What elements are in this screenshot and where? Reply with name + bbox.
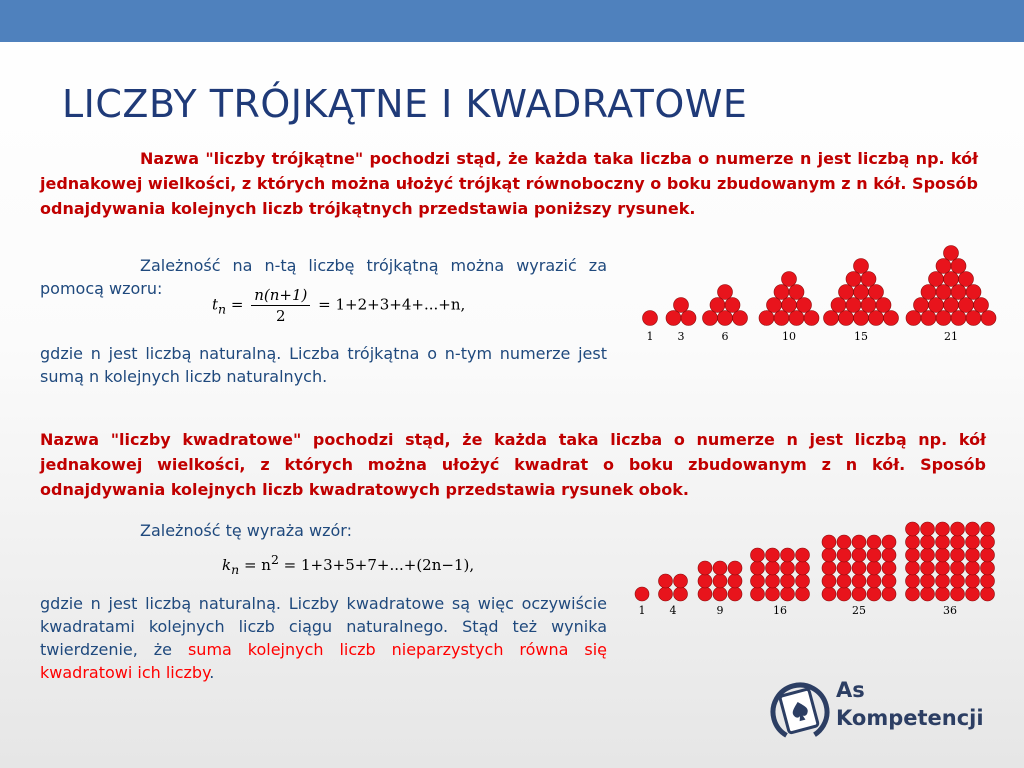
square-dot <box>781 561 795 575</box>
triangle-dot <box>767 298 782 313</box>
square-dot <box>966 574 980 588</box>
triangle-dot <box>774 285 789 300</box>
triangle-dot <box>831 298 846 313</box>
sq-formula-tail: = 1+3+5+7+...+(2n−1), <box>278 556 475 574</box>
square-dot <box>796 548 810 562</box>
triangular-intro-text: Nazwa "liczby trójkątne" pochodzi stąd, że każda taka liczba o numerze n jest liczbą np. kół jednakowej wielkości, z których można ułożyć trójkąt równoboczny o boku zbudowanym z n kół. Sposób odnajdywania kolejnych liczb trójkątnych przedstawia poniższy rysunek. <box>40 149 978 218</box>
square-label: 16 <box>773 604 787 617</box>
square-dot <box>966 522 980 536</box>
top-bar <box>0 0 1024 42</box>
square-dot <box>981 561 995 575</box>
square-dot <box>796 561 810 575</box>
triangular-label: 10 <box>782 330 796 343</box>
square-dot <box>822 548 836 562</box>
triangle-dot <box>966 311 981 326</box>
square-intro <box>40 427 986 502</box>
square-label: 1 <box>638 604 646 617</box>
square-dot <box>766 561 780 575</box>
square-dot <box>906 561 920 575</box>
formula-sub: n <box>218 301 227 317</box>
square-dot <box>713 561 727 575</box>
square-dot <box>781 587 795 601</box>
square-dot <box>906 587 920 601</box>
triangle-dot <box>944 272 959 287</box>
formula-fraction <box>251 286 310 325</box>
square-dot <box>837 587 851 601</box>
square-dot <box>906 535 920 549</box>
triangle-dot <box>951 285 966 300</box>
triangular-label: 6 <box>721 330 729 343</box>
square-explanation <box>40 592 607 684</box>
logo-emblem <box>770 678 837 742</box>
sq-formula-sub: n <box>231 562 240 577</box>
square-dot <box>867 548 881 562</box>
triangle-dot <box>733 311 748 326</box>
square-explanation-highlight: suma kolejnych liczb nieparzystych równa się kwadratowi ich liczby <box>40 640 608 682</box>
triangle-dot <box>906 311 921 326</box>
square-dot <box>659 587 673 601</box>
square-dot <box>951 561 965 575</box>
square-dot <box>867 535 881 549</box>
sq-formula-lhs: k <box>222 556 232 574</box>
square-dot <box>936 587 950 601</box>
square-dot <box>713 574 727 588</box>
triangle-dot <box>861 272 876 287</box>
square-dot <box>728 587 742 601</box>
square-dot <box>751 548 765 562</box>
square-dot <box>713 587 727 601</box>
square-dot <box>936 574 950 588</box>
triangle-dot <box>966 285 981 300</box>
square-dot <box>936 561 950 575</box>
triangular-explanation <box>40 342 607 388</box>
square-explanation-start: gdzie n jest liczbą naturalną. Liczby kwadratowe są więc oczywiście kwadratami kolejnych liczb ciągu naturalnego. Stąd też wynika twierdzenie, że <box>40 594 607 659</box>
square-dot <box>951 574 965 588</box>
square-dot <box>751 561 765 575</box>
triangle-dot <box>929 298 944 313</box>
square-dot <box>674 574 688 588</box>
sq-formula-rhs: = n <box>243 556 271 574</box>
square-dot <box>981 587 995 601</box>
square-label: 9 <box>716 604 724 617</box>
square-dot <box>966 548 980 562</box>
triangular-label: 1 <box>646 330 654 343</box>
square-dot <box>781 574 795 588</box>
square-dot <box>698 574 712 588</box>
square-dot <box>852 561 866 575</box>
square-dot <box>906 522 920 536</box>
triangle-dot <box>936 285 951 300</box>
triangle-dot <box>869 285 884 300</box>
triangle-dot <box>824 311 839 326</box>
logo-text <box>836 676 984 732</box>
square-dot <box>981 535 995 549</box>
square-dot <box>981 522 995 536</box>
square-dot <box>921 548 935 562</box>
square-dot <box>921 574 935 588</box>
triangle-dot <box>839 285 854 300</box>
triangle-dot <box>921 311 936 326</box>
square-dot <box>882 548 896 562</box>
square-dot <box>852 535 866 549</box>
triangle-dot <box>936 311 951 326</box>
square-dot <box>936 522 950 536</box>
square-dot <box>867 561 881 575</box>
triangle-dot <box>674 298 689 313</box>
triangle-dot <box>854 285 869 300</box>
triangular-intro <box>40 146 978 221</box>
triangle-dot <box>782 298 797 313</box>
triangle-dot <box>703 311 718 326</box>
formula-numerator: n(n+1) <box>251 286 310 306</box>
triangle-dot <box>929 272 944 287</box>
triangle-dot <box>876 298 891 313</box>
formula-lhs: t <box>212 295 219 314</box>
square-dot <box>837 548 851 562</box>
square-dot <box>921 535 935 549</box>
triangle-dot <box>951 311 966 326</box>
logo-line2: Kompetencji <box>836 706 984 730</box>
square-dot <box>867 587 881 601</box>
square-dot <box>852 548 866 562</box>
square-dot <box>796 574 810 588</box>
square-dot <box>951 535 965 549</box>
triangle-dot <box>921 285 936 300</box>
square-dot <box>698 561 712 575</box>
slide-title: LICZBY TRÓJKĄTNE I KWADRATOWE <box>62 82 748 126</box>
triangle-dot <box>944 246 959 261</box>
triangle-dot <box>782 272 797 287</box>
square-dot <box>966 587 980 601</box>
square-dot <box>837 535 851 549</box>
triangular-label: 3 <box>677 330 685 343</box>
triangle-dot <box>861 298 876 313</box>
square-dot <box>852 587 866 601</box>
square-explanation-text <box>40 592 607 684</box>
square-dot <box>951 548 965 562</box>
triangle-dot <box>846 272 861 287</box>
triangle-dot <box>718 285 733 300</box>
triangle-dot <box>789 311 804 326</box>
triangular-explanation-text: gdzie n jest liczbą naturalną. Liczba trójkątna o n-tym numerze jest sumą n kolejnych liczb naturalnych. <box>40 344 607 386</box>
triangle-dot <box>974 298 989 313</box>
triangle-dot <box>959 272 974 287</box>
square-dot <box>796 587 810 601</box>
formula-denominator: 2 <box>276 307 286 325</box>
square-dot <box>751 587 765 601</box>
square-dot <box>906 574 920 588</box>
triangle-dot <box>681 311 696 326</box>
square-dot <box>951 522 965 536</box>
triangle-dot <box>643 311 658 326</box>
triangle-dot <box>914 298 929 313</box>
triangle-dot <box>804 311 819 326</box>
formula-eq: = <box>230 295 244 314</box>
square-dot <box>852 574 866 588</box>
square-dot <box>822 535 836 549</box>
triangle-dot <box>959 298 974 313</box>
square-formula-lead-text: Zależność tę wyraża wzór: <box>140 521 352 540</box>
square-dot <box>698 587 712 601</box>
square-dot <box>882 561 896 575</box>
triangle-dot <box>854 311 869 326</box>
square-dot <box>981 574 995 588</box>
square-explanation-end: . <box>209 663 215 682</box>
square-formula-lead <box>40 519 607 542</box>
square-dot <box>766 574 780 588</box>
square-dot <box>921 522 935 536</box>
triangular-numbers-figure <box>636 236 1002 348</box>
square-dot <box>728 561 742 575</box>
triangle-dot <box>869 311 884 326</box>
square-dot <box>921 587 935 601</box>
square-dot <box>728 574 742 588</box>
square-label: 36 <box>943 604 957 617</box>
square-dot <box>837 574 851 588</box>
triangular-label: 21 <box>944 330 958 343</box>
triangle-dot <box>710 298 725 313</box>
triangle-dot <box>944 298 959 313</box>
square-dot <box>951 587 965 601</box>
triangle-dot <box>936 259 951 274</box>
triangle-dot <box>854 259 869 274</box>
triangle-dot <box>718 311 733 326</box>
square-dot <box>921 561 935 575</box>
sq-formula-sup: 2 <box>270 552 279 567</box>
square-intro-text: Nazwa "liczby kwadratowe" pochodzi stąd, że każda taka liczba o numerze n jest liczbą np. kół jednakowej wielkości, z których można ułożyć kwadrat o boku zbudowanym z n kół. Sposób odnajdywania kolejnych liczb kwadratowych przedstawia rysunek obok. <box>40 430 986 499</box>
square-dot <box>822 561 836 575</box>
square-dot <box>766 548 780 562</box>
square-label: 25 <box>852 604 866 617</box>
triangle-dot <box>789 285 804 300</box>
triangle-dot <box>774 311 789 326</box>
square-formula <box>222 552 474 577</box>
square-dot <box>635 587 649 601</box>
square-dot <box>981 548 995 562</box>
square-dot <box>936 535 950 549</box>
square-numbers-figure <box>630 510 1002 624</box>
square-dot <box>659 574 673 588</box>
triangle-dot <box>981 311 996 326</box>
triangle-dot <box>884 311 899 326</box>
triangle-dot <box>839 311 854 326</box>
triangle-dot <box>951 259 966 274</box>
square-dot <box>674 587 688 601</box>
triangle-dot <box>725 298 740 313</box>
square-dot <box>751 574 765 588</box>
square-dot <box>936 548 950 562</box>
square-label: 4 <box>669 604 677 617</box>
square-dot <box>906 548 920 562</box>
square-dot <box>882 535 896 549</box>
square-dot <box>822 574 836 588</box>
triangular-formula-lead-text: Zależność na n-tą liczbę trójkątną można wyrazić za pomocą wzoru: <box>40 256 607 298</box>
triangle-dot <box>759 311 774 326</box>
square-dot <box>766 587 780 601</box>
square-dot <box>966 561 980 575</box>
square-dot <box>882 574 896 588</box>
square-dot <box>966 535 980 549</box>
square-dot <box>837 561 851 575</box>
triangle-dot <box>666 311 681 326</box>
logo-line1: As <box>836 678 865 702</box>
square-dot <box>867 574 881 588</box>
square-dot <box>822 587 836 601</box>
square-dot <box>781 548 795 562</box>
formula-rhs: = 1+2+3+4+...+n, <box>318 295 466 314</box>
triangular-label: 15 <box>854 330 868 343</box>
triangle-dot <box>846 298 861 313</box>
triangle-dot <box>797 298 812 313</box>
triangular-formula <box>212 286 465 325</box>
square-dot <box>882 587 896 601</box>
